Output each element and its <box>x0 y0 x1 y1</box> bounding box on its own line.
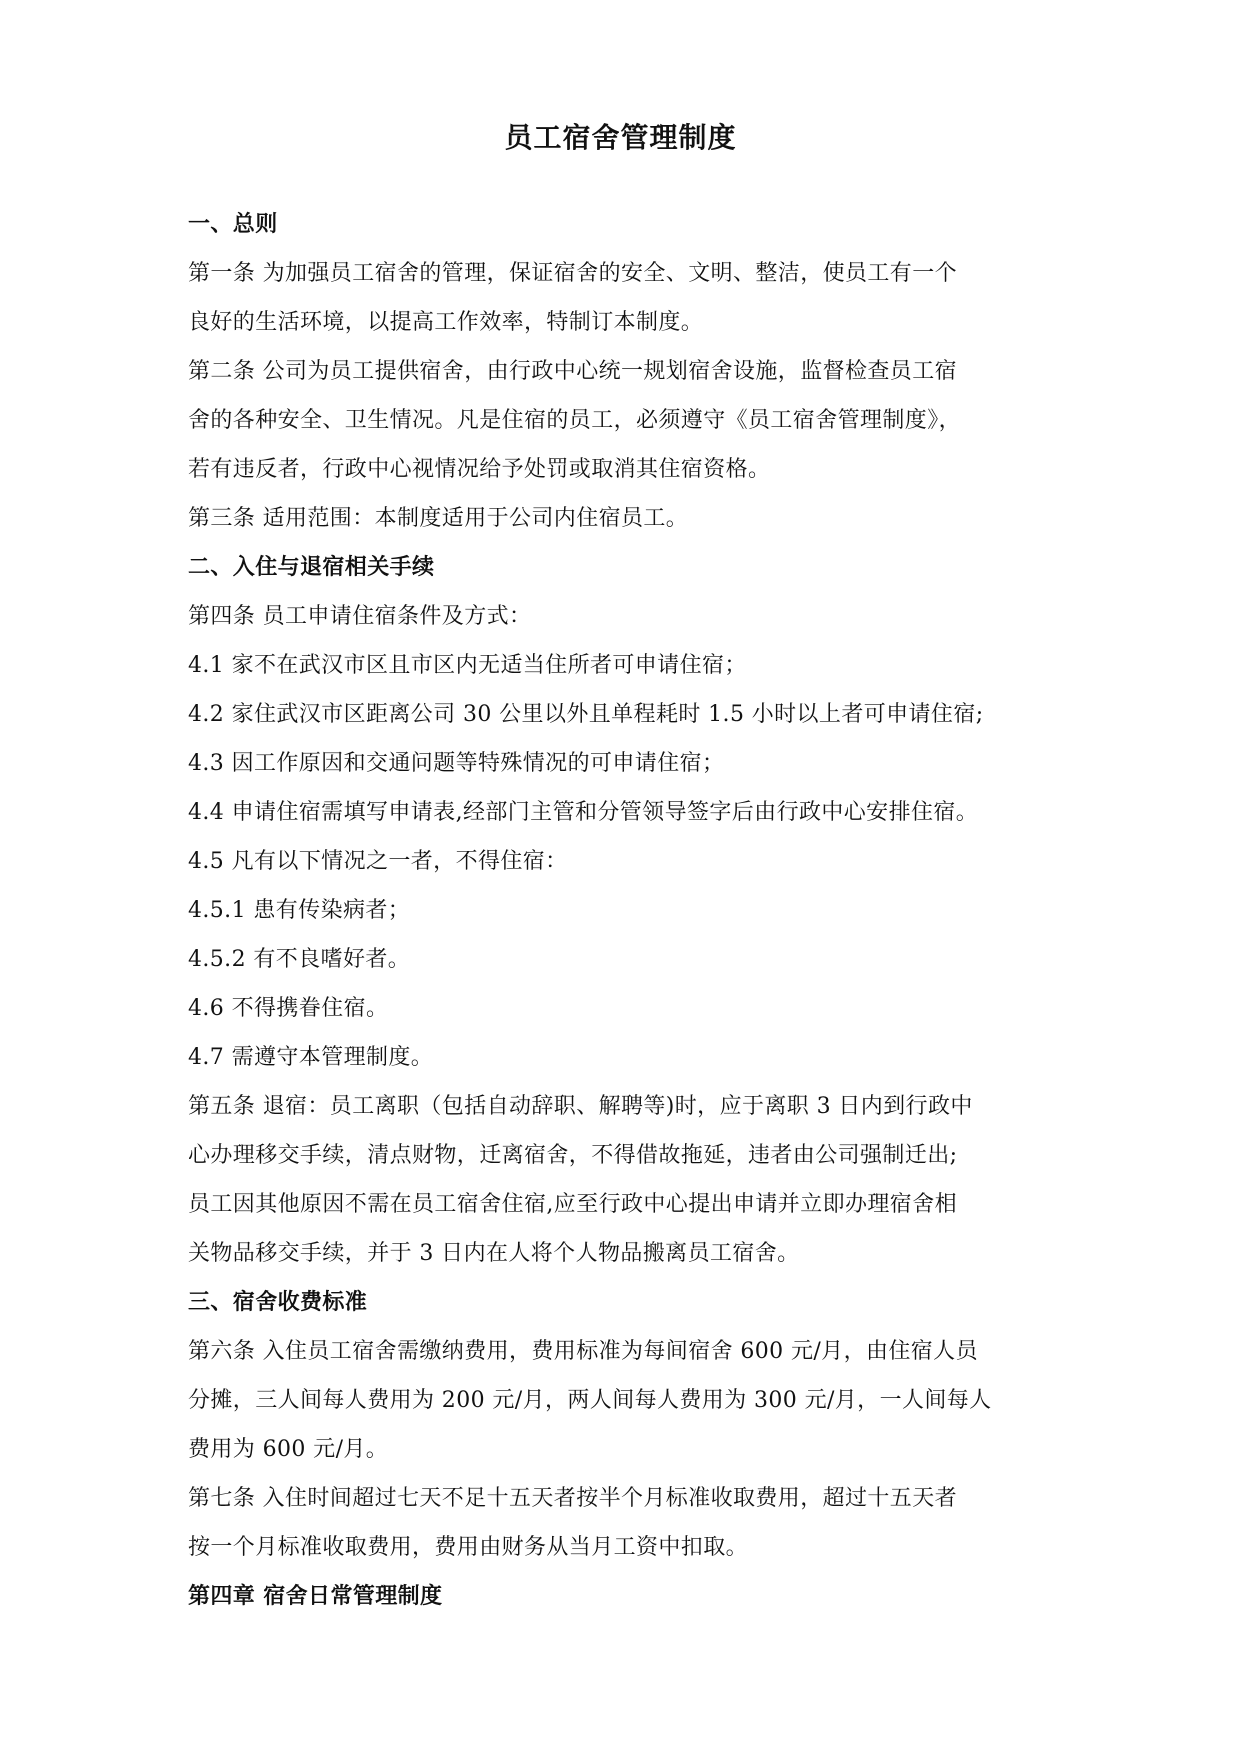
paragraph-line: 第二条 公司为员工提供宿舍，由行政中心统一规划宿舍设施，监督检查员工宿 <box>188 359 957 384</box>
paragraph-line: 关物品移交手续，并于 3 日内在人将个人物品搬离员工宿舍。 <box>188 1241 800 1266</box>
paragraph-line: 4.5.1 患有传染病者； <box>188 898 411 923</box>
paragraph-line: 分摊，三人间每人费用为 200 元/月，两人间每人费用为 300 元/月，一人间每人 <box>188 1388 992 1413</box>
paragraph-line: 心办理移交手续，清点财物，迁离宿舍，不得借故拖延，违者由公司强制迁出; <box>188 1143 958 1168</box>
paragraph-line: 4.7 需遵守本管理制度。 <box>188 1045 434 1070</box>
section-heading: 二、入住与退宿相关手续 <box>188 554 435 580</box>
paragraph-line: 费用为 600 元/月。 <box>188 1437 389 1462</box>
paragraph-line: 4.4 申请住宿需填写申请表,经部门主管和分管领导签字后由行政中心安排住宿。 <box>188 800 979 825</box>
paragraph-line: 第七条 入住时间超过七天不足十五天者按半个月标准收取费用，超过十五天者 <box>188 1486 957 1511</box>
paragraph-line: 4.5 凡有以下情况之一者，不得住宿： <box>188 849 568 874</box>
paragraph-line: 第三条 适用范围：本制度适用于公司内住宿员工。 <box>188 506 689 531</box>
paragraph-line: 4.5.2 有不良嗜好者。 <box>188 947 411 972</box>
section-heading: 三、宿舍收费标准 <box>188 1289 368 1315</box>
paragraph-line: 4.6 不得携眷住宿。 <box>188 996 389 1021</box>
paragraph-line: 4.1 家不在武汉市区且市区内无适当住所者可申请住宿； <box>188 653 747 678</box>
section-heading: 第四章 宿舍日常管理制度 <box>188 1583 443 1609</box>
paragraph-line: 按一个月标准收取费用，费用由财务从当月工资中扣取。 <box>188 1535 749 1560</box>
paragraph-line: 第六条 入住员工宿舍需缴纳费用，费用标准为每间宿舍 600 元/月，由住宿人员 <box>188 1339 978 1364</box>
paragraph-line: 第五条 退宿：员工离职（包括自动辞职、解聘等)时，应于离职 3 日内到行政中 <box>188 1094 973 1119</box>
paragraph-line: 舍的各种安全、卫生情况。凡是住宿的员工，必须遵守《员工宿舍管理制度》， <box>188 408 962 433</box>
document-body <box>188 200 1068 1621</box>
paragraph-line: 良好的生活环境，以提高工作效率，特制订本制度。 <box>188 310 704 335</box>
paragraph-line: 若有违反者，行政中心视情况给予处罚或取消其住宿资格。 <box>188 457 771 482</box>
document-title: 员工宿舍管理制度 <box>504 121 737 154</box>
paragraph-line: 4.3 因工作原因和交通问题等特殊情况的可申请住宿； <box>188 751 725 776</box>
paragraph-line: 员工因其他原因不需在员工宿舍住宿,应至行政中心提出申请并立即办理宿舍相 <box>188 1192 957 1217</box>
paragraph-line: 第一条 为加强员工宿舍的管理，保证宿舍的安全、文明、整洁，使员工有一个 <box>188 261 957 286</box>
section-heading: 一、总则 <box>188 211 278 237</box>
paragraph-line: 4.2 家住武汉市区距离公司 30 公里以外且单程耗时 1.5 小时以上者可申请住宿; <box>188 702 984 727</box>
paragraph-line: 第四条 员工申请住宿条件及方式： <box>188 604 532 629</box>
